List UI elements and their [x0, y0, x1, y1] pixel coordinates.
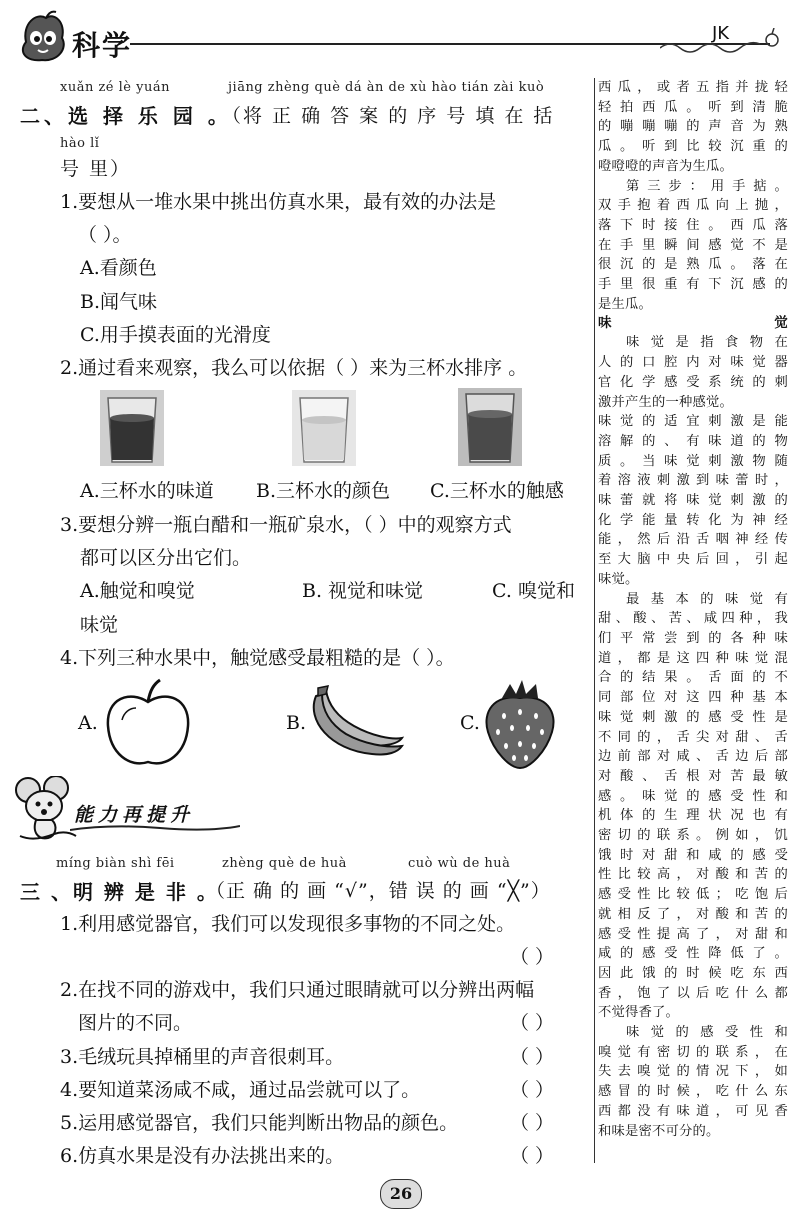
judgment-item: 4.要知道菜汤咸不咸，通过品尝就可以了。	[60, 1079, 421, 1101]
page-number: 26	[380, 1179, 422, 1209]
sidebar-line: 激并产生的一种感觉。	[598, 394, 733, 410]
answer-parenthesis[interactable]: （ ）	[510, 1012, 555, 1034]
option: 味觉	[80, 614, 119, 636]
answer-blank[interactable]: （ ）。	[78, 224, 132, 246]
option: C.三杯水的触感	[430, 480, 564, 502]
sidebar-line: 同部位对这四种基本	[598, 690, 788, 706]
sidebar-line: 至大脑中央后回，引起	[598, 552, 788, 568]
sidebar-line: 不同的，舌尖对甜、舌	[598, 729, 788, 745]
sidebar-line: 感受性比较低；吃饱后	[598, 887, 788, 903]
option: B.三杯水的颜色	[256, 480, 391, 502]
sidebar-line: 不觉得香了。	[598, 1005, 679, 1021]
option: B. 视觉和味觉	[302, 580, 424, 602]
question-stem: 1.要想从一堆水果中挑出仿真水果，最有效的办法是	[60, 191, 497, 213]
header-wave-ornament	[660, 28, 790, 58]
sidebar-line: 感冒的时候，吃什么东	[598, 1084, 788, 1100]
sidebar-line: 能，然后沿舌咽神经传	[598, 532, 788, 548]
sidebar-line: 味觉的感受性和	[626, 1025, 788, 1041]
option-label: C.	[460, 712, 480, 734]
section-title: 三 、明 辨 是 非 。	[20, 880, 219, 904]
sidebar-line: 质。当味觉刺激物随	[598, 453, 788, 469]
banner-underline	[70, 822, 240, 834]
answer-parenthesis[interactable]: （ ）	[510, 1079, 555, 1101]
sidebar-line: 边前部对咸、舌边后部	[598, 749, 788, 765]
answer-parenthesis[interactable]: （ ）	[510, 1046, 555, 1068]
subject-title: 科学	[72, 29, 133, 62]
sidebar-line: 甜、酸、苦、咸四种，我	[598, 611, 788, 627]
option: B.闻气味	[80, 291, 158, 313]
pinyin-annotation: cuò wù de huà	[408, 856, 511, 871]
sidebar-line: 咸的感受性降低了。	[598, 946, 788, 962]
option: C. 嗅觉和	[492, 580, 575, 602]
murky-water-cup-image	[458, 388, 522, 466]
sidebar-line: 味觉刺激的感受性是	[598, 709, 788, 725]
sidebar-line: 最基本的味觉有	[626, 591, 788, 607]
sidebar-line: 第三步：用手掂。	[626, 178, 788, 194]
sidebar-line: 是生瓜。	[598, 296, 652, 312]
option: C.用手摸表面的光滑度	[80, 324, 271, 346]
question-stem: 2.通过看来观察，我么可以依据（ ）来为三杯水排序 。	[60, 357, 528, 379]
strawberry-image	[480, 676, 560, 772]
sidebar-line: 嗅觉有密切的联系，在	[598, 1044, 788, 1060]
section-instruction: 号 里）	[60, 158, 132, 180]
sidebar-line: 着溶液刺激到味蕾时，	[598, 473, 788, 489]
judgment-item: 3.毛绒玩具掉桶里的声音很刺耳。	[60, 1046, 345, 1068]
mouse-mascot-icon	[14, 776, 78, 844]
sidebar-line: 道，都是这四种味觉混	[598, 650, 788, 666]
sidebar-line: 密切的联系。例如，饥	[598, 828, 788, 844]
answer-parenthesis[interactable]: （ ）	[510, 1112, 555, 1134]
sidebar-line: 就相反了，对酸和苦的	[598, 906, 788, 922]
sidebar-line: 人的口腔内对味觉器	[598, 355, 788, 371]
sidebar-line: 感。味觉的感受性和	[598, 788, 788, 804]
sidebar-line: 饿时对甜和咸的感受	[598, 847, 788, 863]
judgment-item: 2.在找不同的游戏中，我们只通过眼睛就可以分辨出两幅	[60, 979, 535, 1001]
sidebar-line: 双手抱着西瓜向上抛，	[598, 198, 788, 214]
sidebar-line: 味觉。	[598, 571, 639, 587]
pinyin-annotation: jiāng zhèng què dá àn de xù hào tián zài kuò	[228, 80, 545, 95]
sidebar-line: 在手里瞬间感觉不是	[598, 237, 788, 253]
clear-water-cup-image	[292, 390, 356, 466]
sidebar-line: 性比较高，对酸和苦的	[598, 867, 788, 883]
mascot-logo	[12, 8, 72, 68]
sidebar-line: 化学能量转化为神经	[598, 512, 788, 528]
option: A.看颜色	[80, 257, 157, 279]
sidebar-line: 机体的生理状况也有	[598, 808, 788, 824]
sidebar-line: 味蕾就将味觉刺激的	[598, 493, 788, 509]
sidebar-line: 官化学感受系统的刺	[598, 374, 788, 390]
apple-image	[100, 676, 196, 772]
option-label: A.	[78, 712, 98, 734]
sidebar-line: 溶解的、有味道的物	[598, 433, 788, 449]
sidebar-line: 手里很重有下沉感的	[598, 277, 788, 293]
pinyin-annotation: xuǎn zé lè yuán	[60, 80, 170, 95]
column-divider	[594, 78, 595, 1163]
question-stem: 都可以区分出它们。	[80, 547, 252, 569]
sidebar-line: 瓜。听到比较沉重的	[598, 139, 788, 155]
sidebar-line: 西都没有味道，可见香	[598, 1103, 788, 1119]
section-instruction: （正 确 的 画 “√”，错 误 的 画 “╳”）	[206, 880, 551, 902]
sidebar-line: 西瓜，或者五指并拢轻	[598, 80, 788, 95]
sidebar-line: 的嘣嘣嘣的声音为熟	[598, 119, 788, 135]
sidebar-line: 轻拍西瓜。听到清脆	[598, 99, 788, 115]
sidebar-line: 落下时接住。西瓜落	[598, 217, 788, 233]
pinyin-annotation: míng biàn shì fēi	[56, 856, 175, 871]
reading-sidebar	[598, 78, 788, 1178]
sidebar-line: 感受性提高了，对甜和	[598, 926, 788, 942]
sidebar-line: 合的结果。舌面的不	[598, 670, 788, 686]
section-banner: 能力再提升	[74, 804, 195, 826]
judgment-item: 5.运用感觉器官，我们只能判断出物品的颜色。	[60, 1112, 459, 1134]
sidebar-line: 对酸、舌根对苦最敏	[598, 768, 788, 784]
answer-parenthesis[interactable]: （ ）	[510, 946, 555, 968]
sidebar-line: 们平常尝到的各种味	[598, 630, 788, 646]
sidebar-line: 噔噔噔的声音为生瓜。	[598, 158, 733, 174]
judgment-item: 图片的不同。	[78, 1012, 193, 1034]
sidebar-line: 很沉的是熟瓜。落在	[598, 257, 788, 273]
judgment-item: 6.仿真水果是没有办法挑出来的。	[60, 1145, 345, 1167]
question-stem: 3.要想分辨一瓶白醋和一瓶矿泉水，（ ）中的观察方式	[60, 514, 512, 536]
pinyin-annotation: zhèng què de huà	[222, 856, 347, 871]
sidebar-line: 因此饿的时候吃东西	[598, 965, 788, 981]
sidebar-line: 味觉是指食物在	[626, 335, 788, 351]
sidebar-line: 味觉的适宜刺激是能	[598, 414, 788, 430]
judgment-item: 1.利用感觉器官，我们可以发现很多事物的不同之处。	[60, 913, 516, 935]
sidebar-line: 失去嗅觉的情况下，如	[598, 1064, 788, 1080]
banana-image	[302, 680, 406, 760]
edition-code: JK	[712, 23, 730, 44]
section-instruction: （将 正 确 答 案 的 序 号 填 在 括	[222, 105, 555, 127]
sidebar-line: 香，饱了以后吃什么都	[598, 985, 788, 1001]
answer-parenthesis[interactable]: （ ）	[510, 1145, 555, 1167]
dark-water-cup-image	[100, 390, 164, 466]
sidebar-line: 和味是密不可分的。	[598, 1123, 720, 1139]
option: A.触觉和嗅觉	[80, 580, 195, 602]
question-stem: 4.下列三种水果中，触觉感受最粗糙的是（ ）。	[60, 647, 455, 669]
sidebar-heading: 味觉	[598, 315, 788, 332]
option: A.三杯水的味道	[80, 480, 214, 502]
pinyin-annotation: hào lǐ	[60, 136, 100, 151]
section-title: 二、选 择 乐 园 。	[20, 104, 232, 128]
option-label: B.	[286, 712, 307, 734]
